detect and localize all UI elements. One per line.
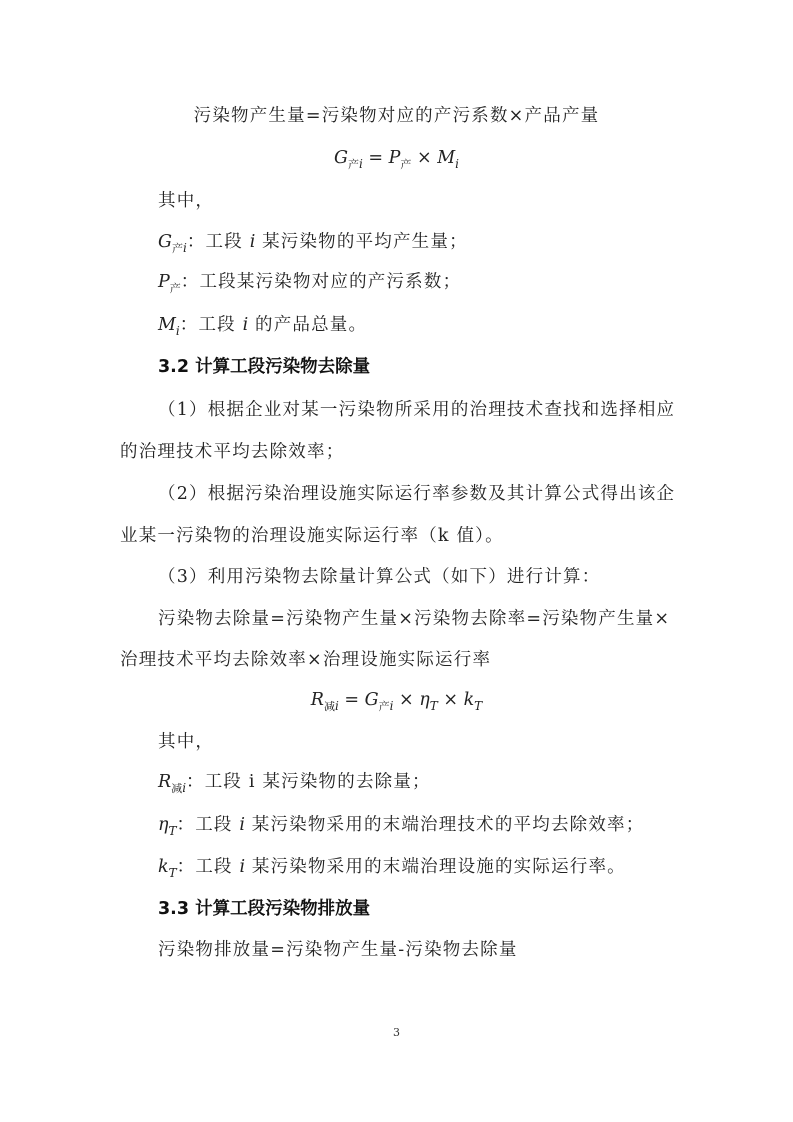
formula-emission: 污染物排放量=污染物产生量-污染物去除量 (158, 940, 518, 960)
def1-symbol: G (158, 232, 172, 252)
formula-removal-line-1: 污染物去除量=污染物产生量×污染物去除率=污染物产生量× (158, 609, 671, 629)
def5-ital: i (239, 815, 245, 835)
eq2-R-i: i (334, 699, 339, 713)
def1-symbol-i: i (182, 241, 187, 255)
equation-removal (0, 688, 793, 719)
def6-symbol: k (158, 857, 169, 877)
def3-ital: i (242, 315, 249, 335)
step-2-line-2: 业某一污染物的治理设施实际运行率（k 值）。 (120, 526, 504, 546)
def5-text-a: ：工段 (176, 815, 240, 835)
eq2-G-i: i (389, 699, 394, 713)
def1-symbol-sub: 产 (171, 242, 183, 255)
def2-symbol-sub: 产 (169, 282, 181, 295)
formula-removal-line-2: 治理技术平均去除效率×治理设施实际运行率 (120, 650, 492, 670)
def3-symbol: M (158, 315, 176, 335)
def3-symbol-i: i (175, 324, 180, 338)
def3-text-a: ：工段 (179, 315, 243, 335)
step-1-line-1: （1）根据企业对某一污染物所采用的治理技术查找和选择相应 (158, 400, 676, 420)
def2-symbol: P (158, 272, 170, 292)
formula-production-text: 污染物产生量=污染物对应的产污系数×产品产量 (193, 106, 600, 126)
def6-text-a: ：工段 (176, 857, 240, 877)
def3-text-b: 的产品总量。 (248, 315, 368, 335)
step-2-line-1: （2）根据污染治理设施实际运行率参数及其计算公式得出该企 (158, 484, 676, 504)
def4-symbol-i: i (182, 781, 187, 795)
def1-text-a: ：工段 (186, 232, 250, 252)
eq1-G-sub: 产 (348, 158, 359, 171)
def4-text: ：工段 i 某污染物的去除量； (186, 772, 431, 792)
eq2-R: R (310, 690, 324, 710)
def5-symbol: η (158, 815, 169, 835)
def1-text-b: 某污染物的平均产生量； (255, 232, 468, 252)
eq1-P: P (388, 148, 401, 168)
eq1-G-i: i (359, 157, 363, 171)
def6-ital: i (239, 857, 246, 877)
definition-k (158, 855, 626, 885)
eq1-P-sub: 产 (400, 158, 412, 171)
def4-symbol: R (158, 772, 172, 792)
eq1-M-i: i (455, 157, 459, 171)
eq2-eta: η (419, 690, 430, 710)
eq2-equals: = (338, 690, 365, 710)
eq2-k-sub: T (474, 699, 483, 713)
eq2-eta-sub: T (429, 699, 438, 713)
eq2-times-1: × (393, 690, 420, 710)
where-label-1: 其中， (158, 191, 215, 211)
eq2-G-sub: 产 (378, 700, 390, 713)
section-heading-3-2: 3.2 计算工段污染物去除量 (158, 357, 371, 377)
definition-P (158, 270, 461, 301)
def4-symbol-sub: 减 (171, 782, 183, 795)
definition-R (158, 770, 431, 801)
definition-eta (158, 813, 644, 843)
definition-M (158, 313, 367, 343)
step-1-line-2: 的治理技术平均去除效率； (120, 442, 345, 462)
eq2-G: G (364, 690, 379, 710)
eq1-equals: = (362, 148, 389, 168)
definition-G (158, 230, 468, 261)
def6-text-b: 某污染物采用的末端治理设施的实际运行率。 (245, 857, 626, 877)
def1-ital: i (249, 232, 256, 252)
step-3: （3）利用污染物去除量计算公式（如下）进行计算： (158, 567, 601, 587)
eq2-R-sub: 减 (323, 700, 335, 713)
eq2-k: k (463, 690, 475, 710)
def5-text-b: 某污染物采用的末端治理技术的平均去除效率； (245, 815, 645, 835)
page-number: 3 (393, 1026, 400, 1039)
equation-production (0, 146, 793, 177)
eq1-M: M (437, 148, 456, 168)
eq2-times-2: × (437, 690, 464, 710)
where-label-2: 其中， (158, 732, 215, 752)
def2-text: ：工段某污染物对应的产污系数； (180, 272, 462, 292)
def5-symbol-sub: T (168, 824, 177, 838)
def6-symbol-sub: T (168, 866, 177, 880)
eq1-G: G (334, 148, 348, 168)
section-heading-3-3: 3.3 计算工段污染物排放量 (158, 899, 371, 919)
eq1-times: × (411, 148, 438, 168)
